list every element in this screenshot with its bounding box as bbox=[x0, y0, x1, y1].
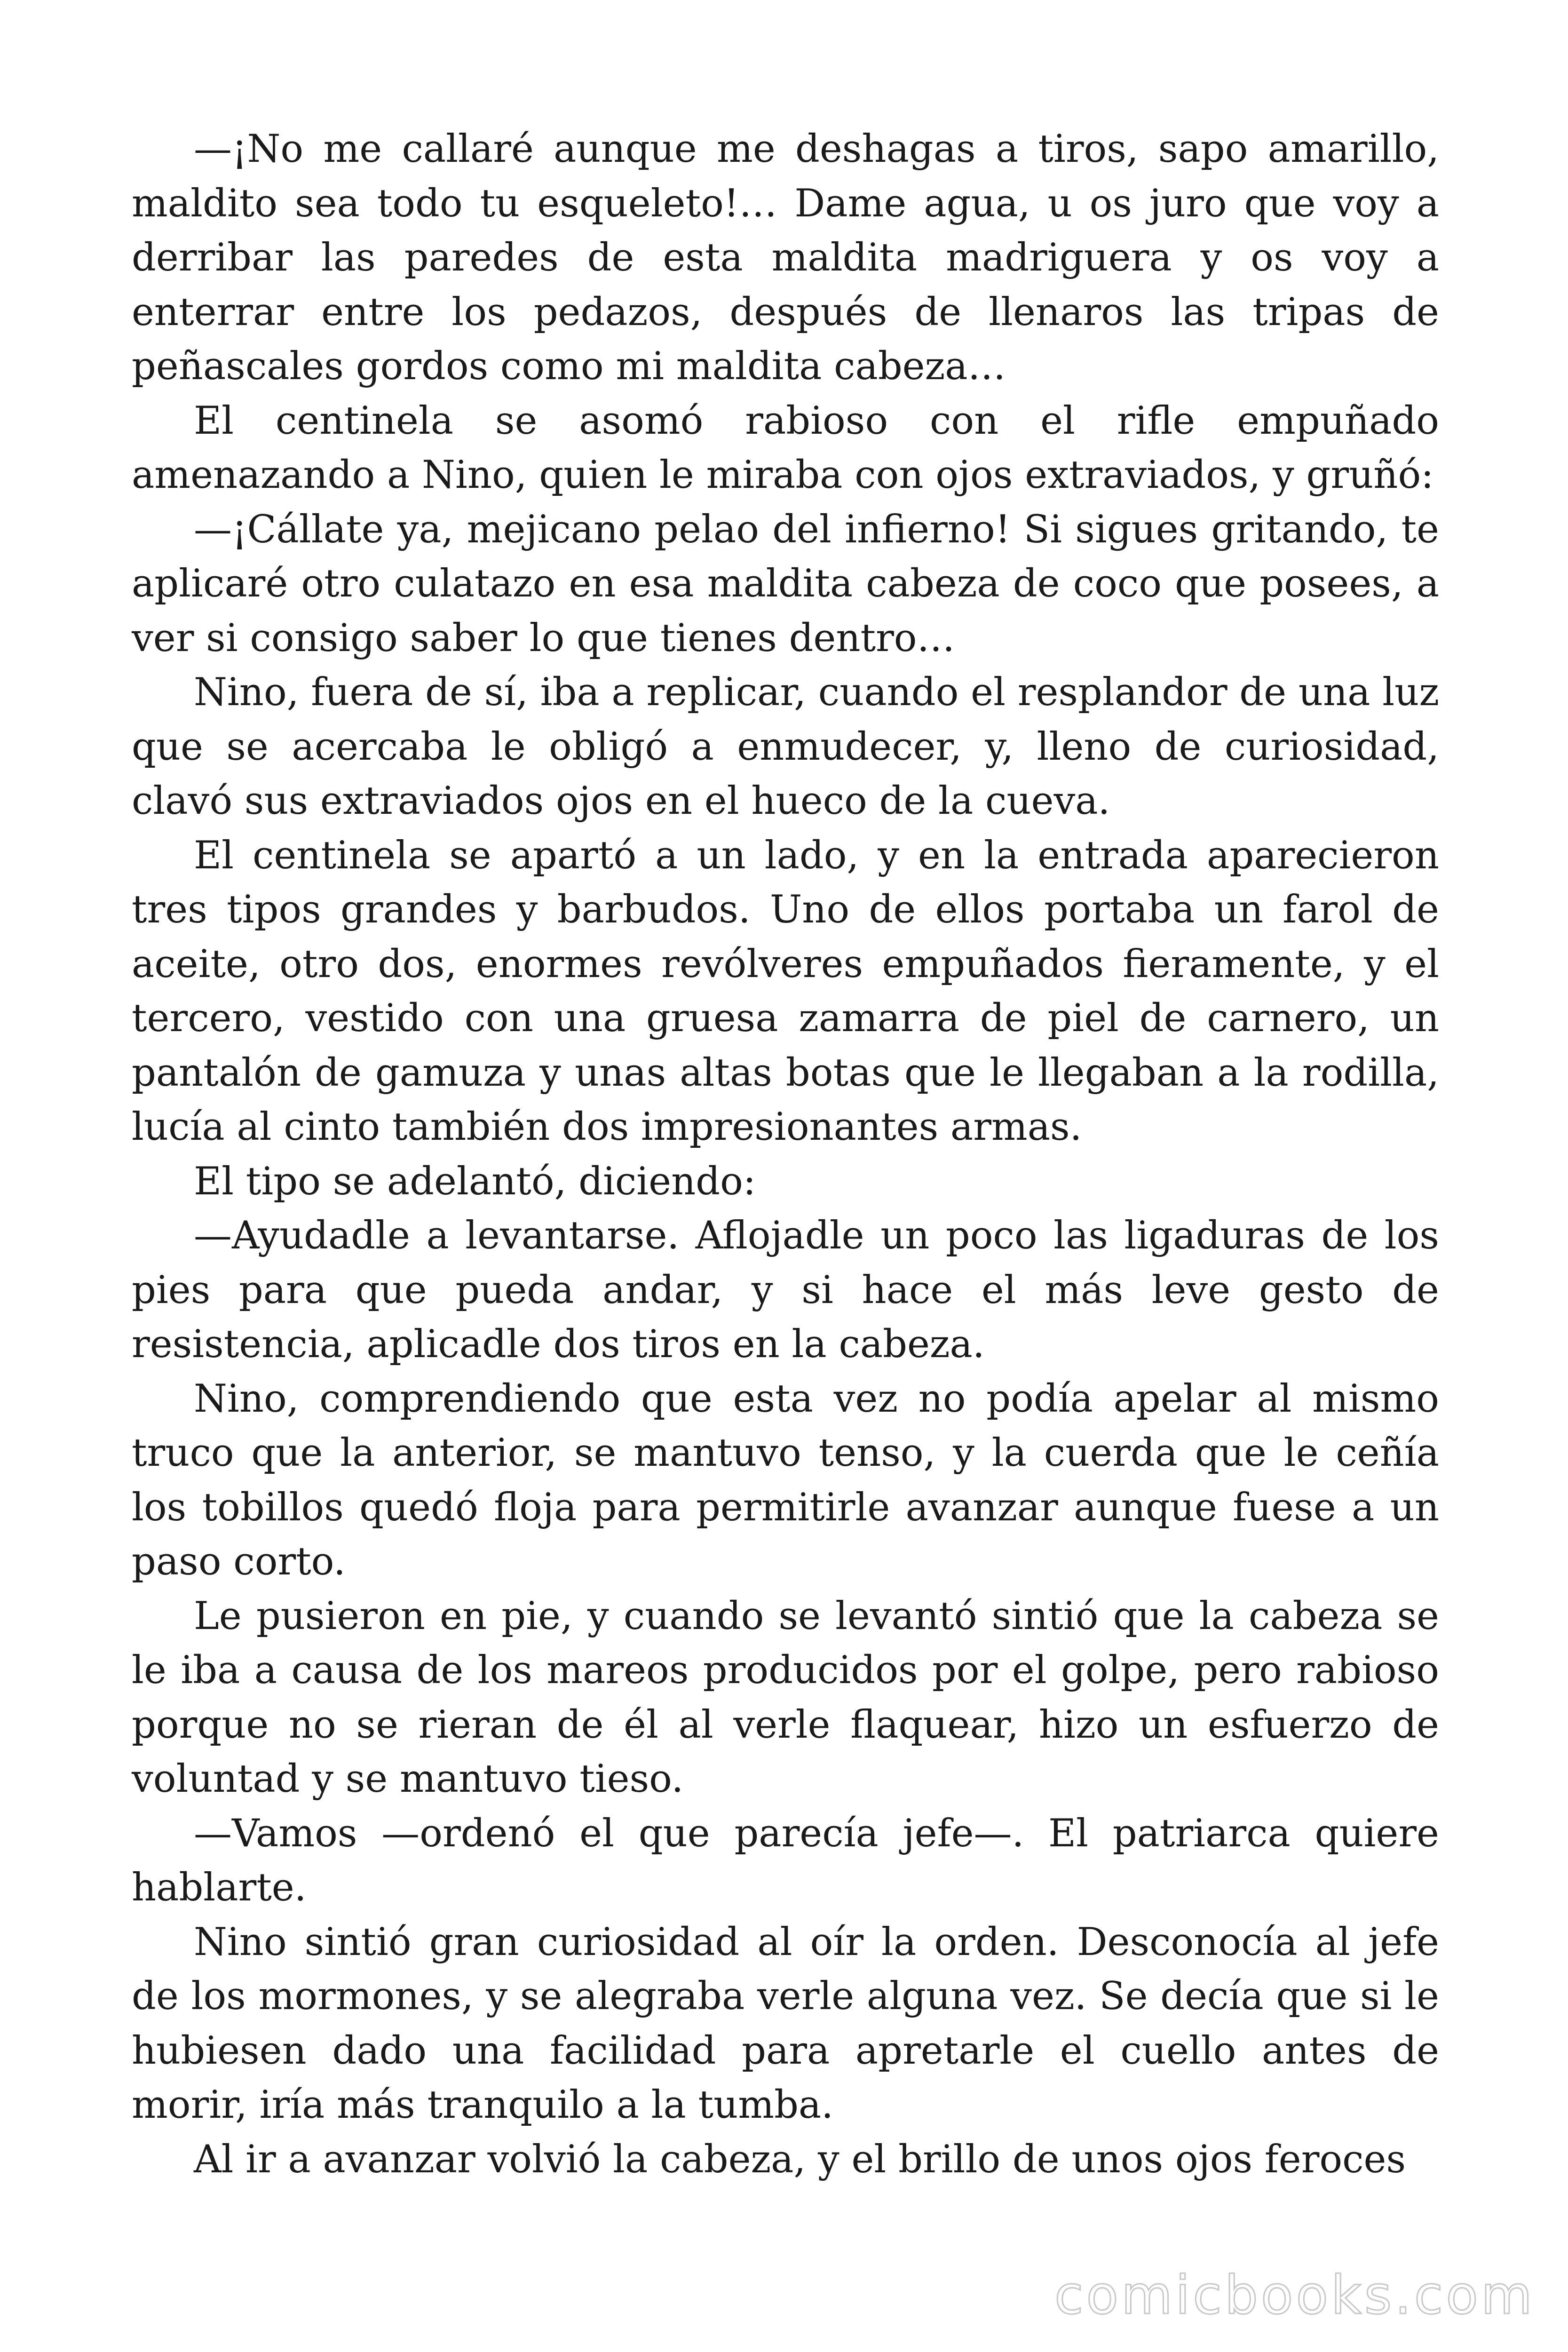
watermark: comicbooks.com bbox=[1054, 2265, 1535, 2326]
paragraph-4: Nino, fuera de sí, iba a replicar, cuando el resplandor de una luz que se acercaba le obligó a enmudecer, y, lleno de curiosidad, clavó sus extraviados ojos en el hueco de la cueva. bbox=[132, 670, 1439, 823]
paragraph-2: El centinela se asomó rabioso con el rifle empuñado amenazando a Nino, quien le miraba con ojos extraviados, y gruñó: bbox=[132, 398, 1439, 497]
paragraph-11: Nino sintió gran curiosidad al oír la orden. Desconocía al jefe de los mormones, y se alegraba verle alguna vez. Se decía que si le hubiesen dado una facilidad para apretarle el cuello antes de morir, iría más tranquilo a la tumba. bbox=[132, 1920, 1439, 2127]
book-page-text bbox=[132, 122, 1439, 2187]
paragraph-10: —Vamos —ordenó el que parecía jefe—. El patriarca quiere hablarte. bbox=[132, 1811, 1439, 1910]
paragraph-6: El tipo se adelantó, diciendo: bbox=[194, 1159, 756, 1204]
paragraph-1: —¡No me callaré aunque me deshagas a tiros, sapo amarillo, maldito sea todo tu esqueleto!… Dame agua, u os juro que voy a derribar las paredes de esta maldita madriguera y os voy a enterrar entre los pedazos, después de llenaros las tripas de peñascales gordos como mi maldita cabeza… bbox=[132, 127, 1439, 389]
paragraph-5: El centinela se apartó a un lado, y en la entrada aparecieron tres tipos grandes y barbudos. Uno de ellos portaba un farol de aceite, otro dos, enormes revólveres empuñados fieramente, y el tercero, vestido con una gruesa zamarra de piel de carnero, un pantalón de gamuza y unas altas botas que le llegaban a la rodilla, lucía al cinto también dos impresionantes armas. bbox=[132, 833, 1439, 1149]
paragraph-7: —Ayudadle a levantarse. Aflojadle un poco las ligaduras de los pies para que pueda andar, y si hace el más leve gesto de resistencia, aplicadle dos tiros en la cabeza. bbox=[132, 1214, 1439, 1367]
paragraph-8: Nino, comprendiendo que esta vez no podía apelar al mismo truco que la anterior, se mantuvo tenso, y la cuerda que le ceñía los tobillos quedó floja para permitirle avanzar aunque fuese a un paso corto. bbox=[132, 1376, 1439, 1584]
paragraph-9: Le pusieron en pie, y cuando se levantó sintió que la cabeza se le iba a causa de los mareos producidos por el golpe, pero rabioso porque no se rieran de él al verle flaquear, hizo un esfuerzo de voluntad y se mantuvo tieso. bbox=[132, 1594, 1439, 1801]
paragraph-12: Al ir a avanzar volvió la cabeza, y el brillo de unos ojos feroces bbox=[194, 2137, 1406, 2182]
paragraph-3: —¡Cállate ya, mejicano pelao del infierno! Si sigues gritando, te aplicaré otro culatazo en esa maldita cabeza de coco que posees, a ver si consigo saber lo que tienes dentro… bbox=[132, 507, 1439, 660]
